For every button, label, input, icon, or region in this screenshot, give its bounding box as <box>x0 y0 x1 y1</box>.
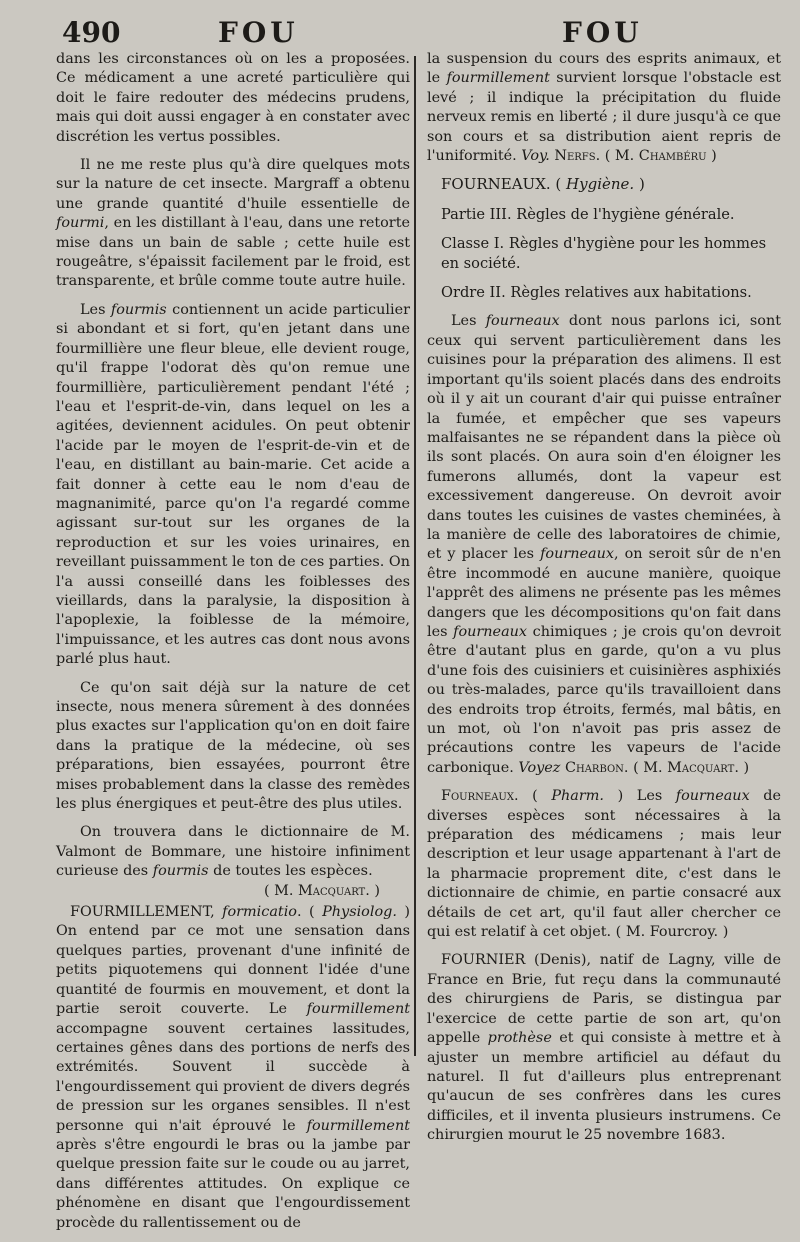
entry-fourneaux-pharm: Fourneaux. ( Pharm. ) Les fourneaux de diverses espèces sont nécessaires à la préparation des médicamens ; mais leur description et leur usage appartenant à l'art de la pharmacie proprement dite, c'est dans le dictionnaire de chimie, en partie consacré aux détails de cet art, qu'il faut aller chercher ce qui est relatif à cet objet. ( M. Fourcroy. ) <box>427 788 781 941</box>
paragraph-huile: Il ne me reste plus qu'à dire quelques mots sur la nature de cet insecte. Margraff a obtenu une grande quantité d'huile essentielle de fourmi, en les distillant à l'eau, dans une retorte mise dans un bain de sable ; cette huile est rougeâtre, s'épaissit facilement par le froid, est transparente, et brûle comme toute autre huile. <box>56 157 410 290</box>
running-head-left: FOU <box>218 16 299 49</box>
left-column <box>56 50 410 1242</box>
entry-fourmillement: FOURMILLEMENT, formicatio. ( Physiolog. ) On entend par ce mot une sensation dans quelques parties, provenant d'une infinité de petits piquotemens qui donnent l'idée d'une quantité de fourmis en mouvement, et dont la partie seroit couverte. Le fourmillement accompagne souvent certaines lassitudes, certaines gênes dans des portions de nerfs des extrémités. Souvent il succède à l'engourdissement qui provient de divers degrés de pression sur les organes sensibles. Il n'est personne qui n'ait éprouvé le fourmillement après s'être engourdi le bras ou la jambe par quelque pression faite sur le coude ou au jarret, dans différentes attitudes. On explique ce phénomène en disant que l'engourdissement procède du rallentissement ou de <box>56 904 411 1231</box>
section-ordre: Ordre II. Règles relatives aux habitations. <box>441 284 752 302</box>
paragraph-bommare: On trouvera dans le dictionnaire de M. Valmont de Bommare, une histoire infiniment curieuse des fourmis de toutes les espèces. <box>56 824 410 880</box>
entry-heading-fourneaux: FOURNEAUX. ( Hygiène. ) <box>441 175 645 194</box>
paragraph-continuation-right: la suspension du cours des esprits animaux, et le fourmillement survient lorsque l'obstacle est levé ; il indique la précipitation du fluide nerveux remis en liberté ; il dure jusqu'à ce que son cours et sa distribution aient repris de l'uniformité. Voy. Nerfs. ( M. Chambéru ) <box>427 51 781 165</box>
entry-fournier: FOURNIER (Denis), natif de Lagny, ville de France en Brie, fut reçu dans la communauté des chirurgiens de Paris, se distingua par l'exercice de cette partie de son art, qu'on appelle prothèse et qui consiste à mettre et à ajuster un membre artificiel au défaut du naturel. Il fut d'ailleurs plus entreprenant qu'aucun de ses confrères dans les cures difficiles, et il inventa plusieurs instrumens. Ce chirurgien mourut le 25 novembre 1683. <box>427 952 781 1144</box>
page-number: 490 <box>62 16 121 49</box>
author-signature: ( M. Macquart. ) <box>263 882 380 899</box>
column-divider <box>414 56 416 1056</box>
paragraph-continuation: dans les circonstances où on les a proposées. Ce médicament a une acreté particulière qui doit le faire redouter des médecins prudens, mais qui doit aussi engager à en constater avec discrétion les vertus possibles. <box>56 51 410 145</box>
running-head-right: FOU <box>562 16 643 49</box>
section-partie: Partie III. Règles de l'hygiène générale. <box>441 205 735 223</box>
section-classe: Classe I. Règles d'hygiène pour les hommes en société. <box>441 235 767 272</box>
right-column <box>427 50 781 1155</box>
paragraph-fourneaux-hygiene: Les fourneaux dont nous parlons ici, sont ceux qui servent particulièrement dans les cuisines pour la préparation des alimens. Il est important qu'ils soient placés dans des endroits où il y ait un courant d'air qui puisse entraîner la fumée, et empêcher que ses vapeurs malfaisantes ne se répandent dans la pièce où ils sont placés. On aura soin d'en éloigner les fumerons allumés, dont la vapeur est excessivement dangereuse. On devroit avoir dans toutes les cuisines de vastes cheminées, à la manière de celle des laboratoires de chimie, et y placer les fourneaux, on seroit sûr de n'en être incommodé en aucune manière, quoique l'apprêt des alimens ne présente pas les mêmes dangers que les décompositions qu'on fait dans les fourneaux chimiques ; je crois qu'on devroit être d'autant plus en garde, qu'on a vu plus d'une fois des cuisiniers et cuisinières asphixiés ou très-malades, parce qu'ils travailloient dans des endroits trop étroits, fermés, mal bâtis, en un mot, où l'on n'avoit pas pris assez de précautions contre les vapeurs de l'acide carbonique. Voyez Charbon. ( M. Macquart. ) <box>427 313 781 776</box>
paragraph-acide: Les fourmis contiennent un acide particulier si abondant et si fort, qu'en jetant dans une fourmillière une fleur bleue, elle devient rouge, qu'il frappe l'odorat dès qu'on remue une fourmillière, particulièrement pendant l'été ; l'eau et l'esprit-de-vin, dans lequel on les a agitées, deviennent acidules. On peut obtenir l'acide par le moyen de l'esprit-de-vin et de l'eau, en distillant au bain-marie. Cet acide a fait donner à cette eau le nom d'eau de magnanimité, parce qu'on l'a regardé comme agissant sur-tout sur les organes de la reproduction et sur les voies urinaires, en reveillant puissamment le ton de ces parties. On l'a aussi conseillé dans les foiblesses des vieillards, dans la paralysie, la disposition à l'apoplexie, la foiblesse de la mémoire, l'impuissance, et les autres cas dont nous avons parlé plus haut. <box>56 301 410 668</box>
paragraph-insecte: Ce qu'on sait déjà sur la nature de cet insecte, nous menera sûrement à des données plus exactes sur l'application qu'on en doit faire dans la pratique de la médecine, où ses préparations, bien essayées, pourront être mises probablement dans la classe des remèdes les plus énergiques et peut-être des plus utiles. <box>56 679 410 813</box>
entry-title: FOURMILLEMENT <box>70 904 211 921</box>
